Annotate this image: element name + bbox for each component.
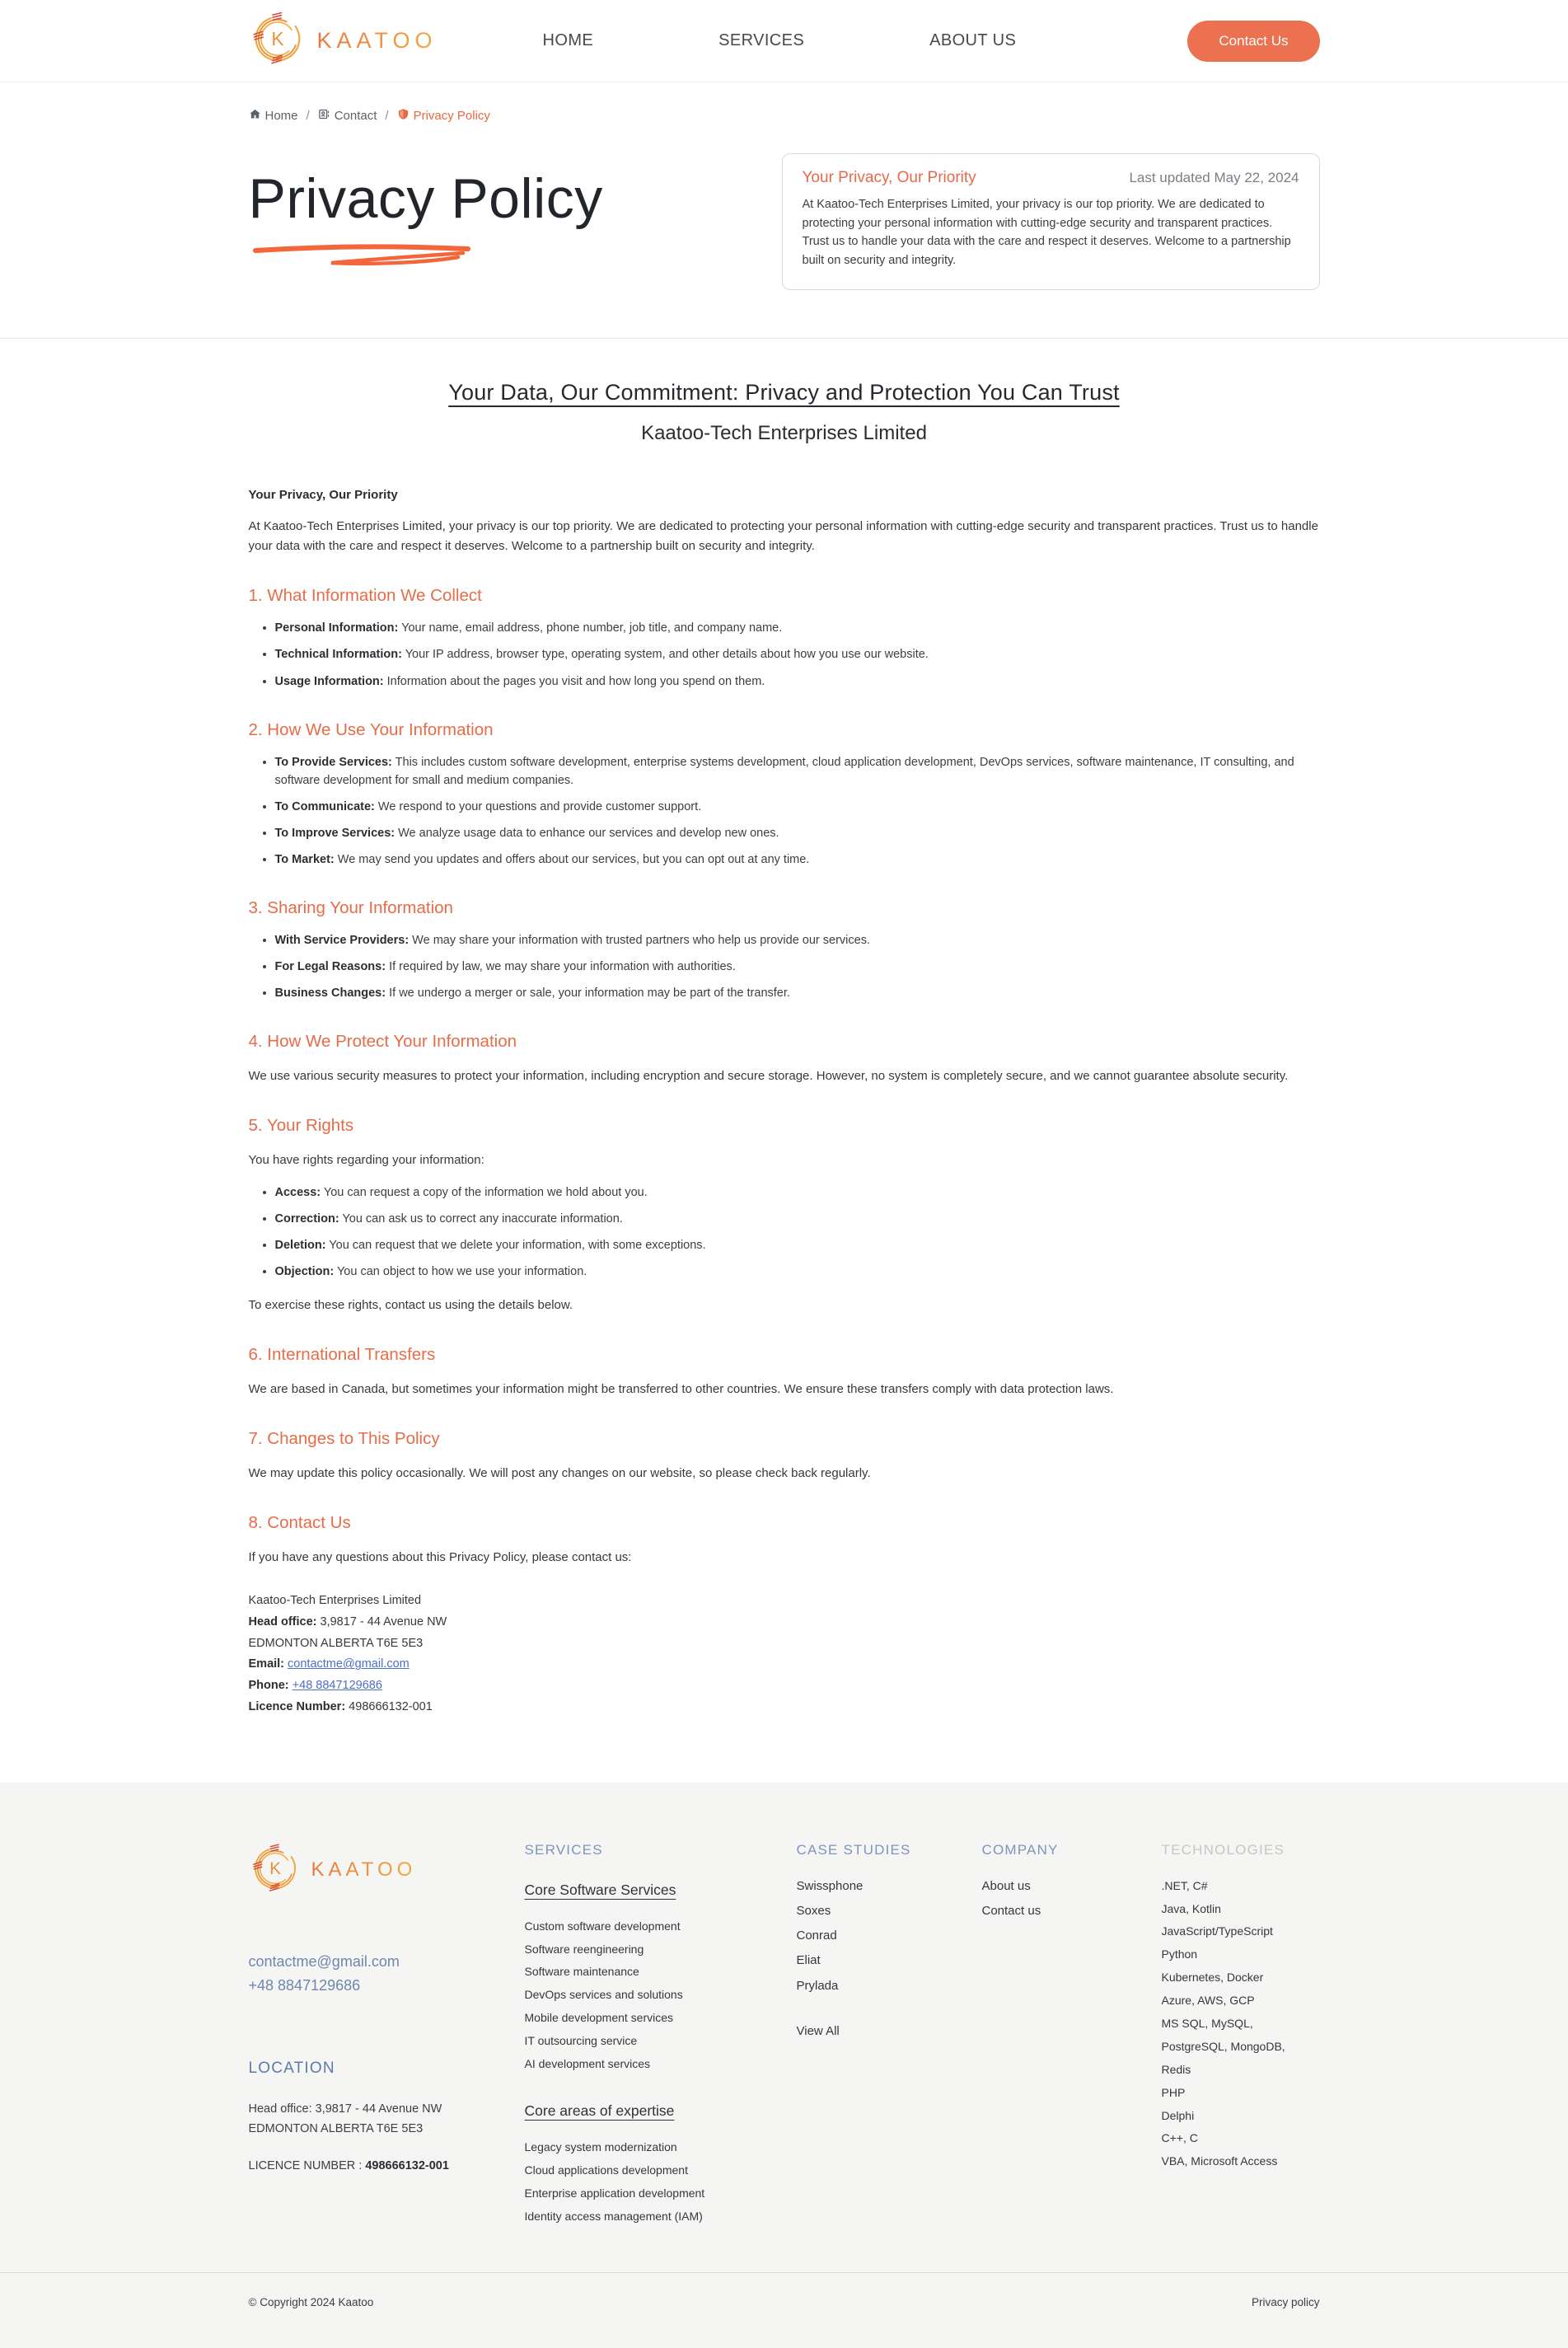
phone-link[interactable]: +48 8847129686 xyxy=(292,1679,382,1693)
bullet-item: • To Provide Services: This includes custom software development, enterprise systems development, cloud application development, DevOps services, software maintenance, IT consulting, and software development for small and medium companies. xyxy=(275,753,1320,790)
bullet-item: • To Market: We may send you updates and offers about our services, but you can opt out at any time. xyxy=(275,851,1320,869)
section-heading-3: 3. Sharing Your Information xyxy=(248,897,453,917)
footer-link[interactable]: Conrad xyxy=(796,1929,837,1943)
policy-title: Your Data, Our Commitment: Privacy and Protection You Can Trust xyxy=(448,380,1120,405)
footer-phone-link[interactable]: +48 8847129686 xyxy=(248,1977,361,1994)
footer-link[interactable]: Software maintenance xyxy=(524,1965,639,1979)
bullet-item: • Personal Information: Your name, email address, phone number, job title, and company name. xyxy=(275,619,1320,637)
section-heading-8: 8. Contact Us xyxy=(248,1512,351,1532)
main-nav xyxy=(543,31,1017,50)
footer-link[interactable]: AI development services xyxy=(524,2057,651,2071)
technology-item: Redis xyxy=(1161,2062,1191,2076)
shield-icon xyxy=(397,108,410,124)
bullet-item: • With Service Providers: We may share your information with trusted partners who help us provide our services. xyxy=(275,931,1320,949)
technology-item: VBA, Microsoft Access xyxy=(1161,2154,1278,2168)
last-updated: Last updated May 22, 2024 xyxy=(1129,170,1299,185)
technology-item: PHP xyxy=(1161,2085,1186,2099)
footer-licence: LICENCE NUMBER : 498666132-001 xyxy=(248,2158,449,2172)
footer-link[interactable]: IT outsourcing service xyxy=(524,2034,638,2048)
breadcrumb-home[interactable]: Home xyxy=(249,108,298,124)
technology-item: JavaScript/TypeScript xyxy=(1161,1924,1273,1938)
footer-link[interactable]: Mobile development services xyxy=(524,2011,674,2025)
section-7-paragraph: We may update this policy occasionally. We will post any changes on our website, so please check back regularly. xyxy=(248,1465,871,1480)
core-software-services-link[interactable]: Core Software Services xyxy=(524,1881,676,1898)
footer-link[interactable]: About us xyxy=(981,1878,1031,1893)
section-3-bullets xyxy=(249,931,1320,1002)
bullet-item: • Access: You can request a copy of the information we hold about you. xyxy=(275,1183,1320,1202)
section-8-paragraph: If you have any questions about this Privacy Policy, please contact us: xyxy=(248,1549,632,1564)
bullet-item: • For Legal Reasons: If required by law, we may share your information with authorities. xyxy=(275,958,1320,976)
technology-item: .NET, C# xyxy=(1161,1878,1208,1892)
contact-us-button[interactable]: Contact Us xyxy=(1187,21,1319,62)
footer-link[interactable]: DevOps services and solutions xyxy=(524,1988,683,2002)
title-underline-squiggle xyxy=(252,242,473,267)
footer-services-heading: SERVICES xyxy=(524,1841,603,1858)
card-title: Your Privacy, Our Priority xyxy=(802,169,976,186)
section-heading-6: 6. International Transfers xyxy=(248,1344,436,1364)
nav-services[interactable]: SERVICES xyxy=(718,31,805,49)
page-title: Privacy Policy xyxy=(248,167,603,230)
section-1-bullets xyxy=(249,619,1320,690)
bullet-item: • Correction: You can ask us to correct any inaccurate information. xyxy=(275,1210,1320,1228)
policy-subtitle: Kaatoo-Tech Enterprises Limited xyxy=(641,422,927,445)
contact-address-line2: EDMONTON ALBERTA T6E 5E3 xyxy=(248,1636,424,1650)
kaatoo-logo-icon xyxy=(249,10,307,72)
section-5-bullets xyxy=(249,1183,1320,1281)
technology-item: MS SQL, MySQL, xyxy=(1161,2017,1253,2031)
footer-expertise-list xyxy=(525,2139,797,2224)
footer-company-heading: COMPANY xyxy=(981,1841,1059,1858)
card-body: At Kaatoo-Tech Enterprises Limited, your privacy is our top priority. We are dedicated to protecting your personal information with cutting-edge security and transparent practices. Trust us to handle your data with the care and respect it deserves. Welcome to a partnership built on security and integrity. xyxy=(802,198,1291,267)
footer-privacy-policy-link[interactable]: Privacy policy xyxy=(1251,2296,1320,2309)
site-footer xyxy=(0,1783,1568,2348)
footer-logo[interactable] xyxy=(249,1842,525,1899)
technology-item: Delphi xyxy=(1161,2108,1195,2122)
contact-phone-row: Phone: +48 8847129686 xyxy=(248,1679,382,1693)
technology-item: Java, Kotlin xyxy=(1161,1901,1221,1915)
intro-paragraph: At Kaatoo-Tech Enterprises Limited, your privacy is our top priority. We are dedicated to protecting your personal information with cutting-edge security and transparent practices. Trust us to handle your data with the care and respect it deserves. Welcome to a partnership built on security and integrity. xyxy=(248,519,1318,554)
section-heading-5: 5. Your Rights xyxy=(248,1115,354,1135)
footer-brand-name: KAATOO xyxy=(311,1858,417,1882)
breadcrumb-current: Privacy Policy xyxy=(397,108,490,124)
footer-case-studies-list xyxy=(797,1878,982,1994)
footer-email-link[interactable]: contactme@gmail.com xyxy=(248,1952,400,1970)
section-2-bullets xyxy=(249,753,1320,869)
bullet-item: • Usage Information: Information about the pages you visit and how long you spend on them. xyxy=(275,673,1320,691)
bullet-item: • Technical Information: Your IP address, browser type, operating system, and other details about how you use our website. xyxy=(275,645,1320,663)
footer-case-studies-heading: CASE STUDIES xyxy=(796,1841,911,1858)
nav-about-us[interactable]: ABOUT US xyxy=(929,31,1017,49)
footer-link[interactable]: Eliat xyxy=(796,1953,821,1968)
technology-item: Azure, AWS, GCP xyxy=(1161,1994,1255,2008)
footer-link[interactable]: Soxes xyxy=(796,1903,831,1918)
contact-head-office: Head office: 3,9817 - 44 Avenue NW xyxy=(248,1615,447,1629)
brand-name: KAATOO xyxy=(316,28,438,53)
breadcrumb-contact[interactable]: Contact xyxy=(318,108,377,124)
technology-item: Python xyxy=(1161,1947,1198,1961)
contact-details xyxy=(249,1591,1320,1718)
section-4-paragraph: We use various security measures to protect your information, including encryption and secure storage. However, no system is completely secure, and we cannot guarantee absolute security. xyxy=(248,1068,1289,1083)
footer-link[interactable]: Prylada xyxy=(796,1978,839,1993)
bullet-item: • To Communicate: We respond to your questions and provide customer support. xyxy=(275,798,1320,816)
view-all-link[interactable]: View All xyxy=(796,2023,840,2038)
technology-item: PostgreSQL, MongoDB, xyxy=(1161,2039,1285,2053)
breadcrumb-separator: / xyxy=(306,109,310,123)
copyright-text: © Copyright 2024 Kaatoo xyxy=(248,2296,374,2309)
breadcrumb-separator: / xyxy=(385,109,389,123)
svg-text:K: K xyxy=(269,1858,281,1878)
home-icon xyxy=(249,108,261,124)
kaatoo-logo-icon xyxy=(249,1842,302,1899)
section-6-paragraph: We are based in Canada, but sometimes your information might be transferred to other countries. We ensure these transfers comply with data protection laws. xyxy=(248,1381,1114,1396)
section-heading-1: 1. What Information We Collect xyxy=(248,586,482,606)
footer-link[interactable]: Cloud applications development xyxy=(524,2163,688,2177)
footer-technologies-list xyxy=(1162,1878,1320,2170)
footer-link[interactable]: Enterprise application development xyxy=(524,2186,705,2200)
technology-item: C++, C xyxy=(1161,2131,1198,2145)
contact-card-icon xyxy=(318,108,330,124)
email-link[interactable]: contactme@gmail.com xyxy=(288,1657,410,1671)
technology-item: Kubernetes, Docker xyxy=(1161,1971,1264,1985)
policy-content xyxy=(0,339,1568,1782)
bullet-item: • Deletion: You can request that we delete your information, with some exceptions. xyxy=(275,1236,1320,1254)
kaatoo-logo[interactable] xyxy=(249,10,438,72)
privacy-summary-card xyxy=(782,153,1320,290)
footer-link[interactable]: Identity access management (IAM) xyxy=(524,2209,703,2223)
hero-section xyxy=(0,82,1568,339)
contact-licence-row: Licence Number: 498666132-001 xyxy=(248,1699,433,1713)
footer-link[interactable]: Legacy system modernization xyxy=(524,2139,677,2154)
breadcrumb xyxy=(249,91,1320,124)
footer-company-list xyxy=(982,1878,1162,1920)
footer-link[interactable]: Swissphone xyxy=(796,1878,864,1893)
footer-location-heading: LOCATION xyxy=(248,2060,335,2078)
footer-technologies-heading: TECHNOLOGIES xyxy=(1161,1841,1285,1858)
bullet-item: • Business Changes: If we undergo a merger or sale, your information may be part of the transfer. xyxy=(275,984,1320,1002)
footer-link[interactable]: Software reengineering xyxy=(524,1942,644,1956)
footer-link[interactable]: Contact us xyxy=(981,1903,1041,1918)
footer-address: Head office: 3,9817 - 44 Avenue NW EDMONTON ALBERTA T6E 5E3 xyxy=(248,2102,442,2136)
intro-heading: Your Privacy, Our Priority xyxy=(248,488,398,503)
section-5-intro: You have rights regarding your information: xyxy=(248,1152,484,1167)
footer-services-list xyxy=(525,1919,797,2072)
section-5-outro: To exercise these rights, contact us using the details below. xyxy=(248,1297,573,1312)
contact-email-row: Email: contactme@gmail.com xyxy=(248,1657,410,1671)
nav-home[interactable]: HOME xyxy=(542,31,594,49)
contact-company: Kaatoo-Tech Enterprises Limited xyxy=(248,1593,422,1607)
svg-text:K: K xyxy=(270,27,284,49)
bullet-item: • To Improve Services: We analyze usage data to enhance our services and develop new ones. xyxy=(275,824,1320,842)
section-heading-4: 4. How We Protect Your Information xyxy=(248,1031,517,1051)
site-header xyxy=(0,0,1568,82)
core-areas-of-expertise-link[interactable]: Core areas of expertise xyxy=(524,2102,675,2119)
section-heading-2: 2. How We Use Your Information xyxy=(248,719,494,739)
bullet-item: • Objection: You can object to how we use your information. xyxy=(275,1263,1320,1281)
section-heading-7: 7. Changes to This Policy xyxy=(248,1428,440,1448)
footer-link[interactable]: Custom software development xyxy=(524,1919,681,1933)
